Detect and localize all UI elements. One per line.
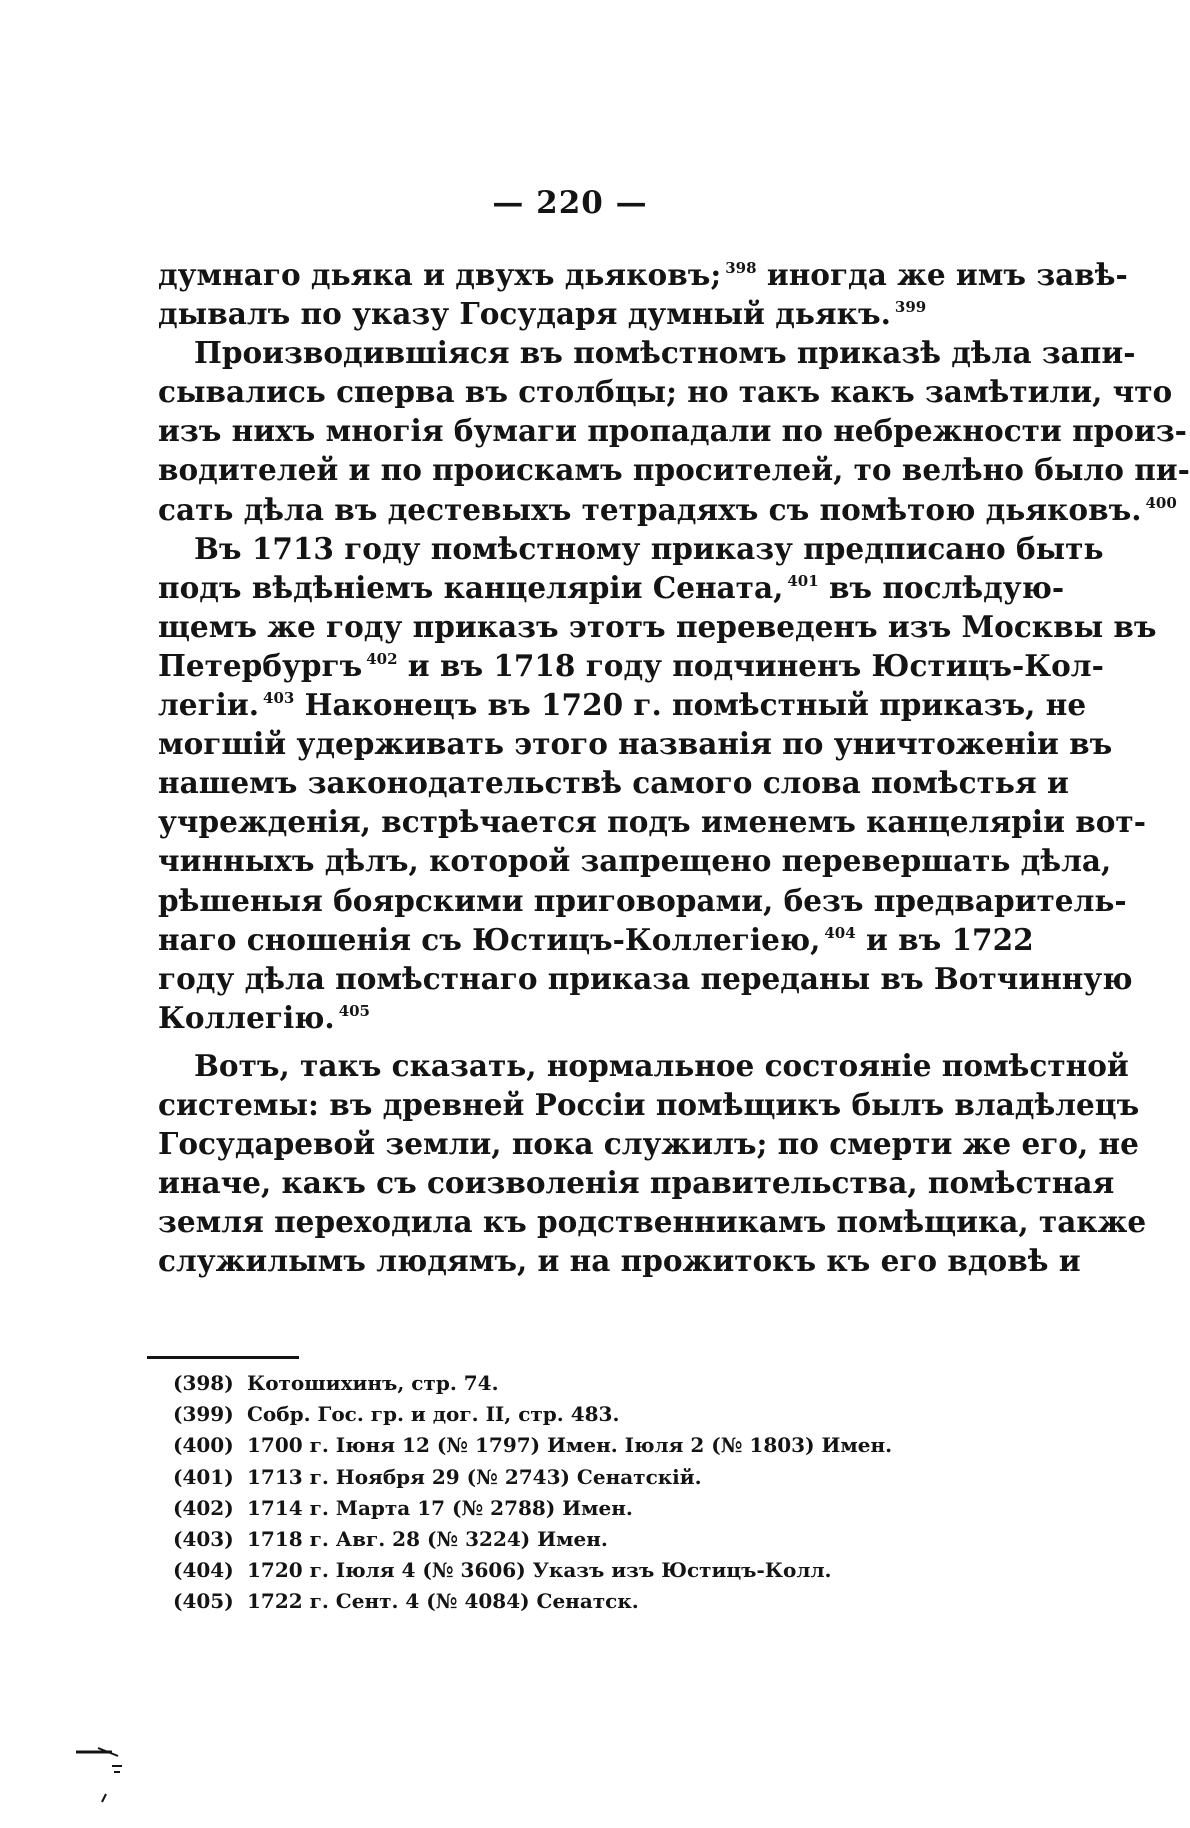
footnote-number: (402): [173, 1495, 234, 1520]
footnote: [173, 1462, 993, 1493]
text-line: служилымъ людямъ, и на прожитокъ къ его вдовѣ и: [158, 1243, 1081, 1279]
footnotes: [173, 1368, 993, 1618]
footnote-text: 1722 г. Сент. 4 (№ 4084) Сенатск.: [247, 1589, 639, 1614]
footnote: [173, 1524, 993, 1555]
page-number: — 220 —: [492, 185, 648, 221]
text-line: году дѣла помѣстнаго приказа переданы въ Вотчинную: [158, 960, 1133, 996]
ink-mark-icon: [72, 1740, 132, 1810]
footnote-divider: [147, 1356, 299, 1359]
footnote: [173, 1430, 993, 1461]
footnote-ref[interactable]: 402: [366, 649, 398, 668]
text-line: подъ вѣдѣніемъ канцеляріи Сената, $^{401}$ въ послѣдую-: [158, 569, 1065, 605]
footnote-text: Собр. Гос. гр. и дог. II, стр. 483.: [247, 1402, 620, 1427]
footnote-text: 1713 г. Ноября 29 (№ 2743) Сенатскій.: [247, 1464, 702, 1489]
text-line: могшій удерживать этого названія по уничтоженіи въ: [158, 726, 1113, 762]
footnote-text: 1718 г. Авг. 28 (№ 3224) Имен.: [247, 1527, 608, 1552]
footnote-number: (405): [173, 1589, 234, 1614]
footnote: [173, 1555, 993, 1586]
text-line: Въ 1713 году помѣстному приказу предписано быть: [194, 530, 1104, 566]
footnote-text: 1714 г. Марта 17 (№ 2788) Имен.: [247, 1495, 633, 1520]
footnote-ref[interactable]: 403: [263, 689, 295, 708]
footnote: [173, 1586, 993, 1617]
text-line: учрежденія, встрѣчается подъ именемъ канцеляріи вот-: [158, 804, 1146, 840]
footnote-number: (400): [173, 1433, 234, 1458]
text-line: рѣшеныя боярскими приговорами, безъ предваритель-: [158, 882, 1127, 918]
footnote: [173, 1493, 993, 1524]
text-line: Коллегію. $^{405}$: [158, 999, 370, 1035]
footnote-ref[interactable]: 400: [1145, 493, 1177, 512]
footnote-ref[interactable]: 404: [824, 923, 856, 942]
footnote-text: 1700 г. Іюня 12 (№ 1797) Имен. Іюля 2 (№ 1803) Имен.: [247, 1433, 893, 1458]
footnote: [173, 1399, 993, 1430]
text-line: сывались сперва въ столбцы; но такъ какъ замѣтили, что: [158, 374, 1173, 410]
footnote-ref[interactable]: 401: [787, 571, 819, 590]
text-line: Петербургъ $^{402}$ и въ 1718 году подчиненъ Юстицъ-Кол-: [158, 647, 1104, 683]
footnote-number: (403): [173, 1527, 234, 1552]
main-text: [158, 255, 1190, 1280]
text-line: легіи. $^{403}$ Наконецъ въ 1720 г. помѣстный приказъ, не: [158, 687, 1087, 723]
text-line: чинныхъ дѣлъ, которой запрещено перевершать дѣла,: [158, 843, 1112, 879]
footnote-text: 1720 г. Іюля 4 (№ 3606) Указъ изъ Юстицъ-Колл.: [247, 1558, 832, 1583]
text-line: сать дѣла въ дестевыхъ тетрадяхъ съ помѣтою дьяковъ. $^{400}$: [158, 491, 1177, 527]
footnote-number: (398): [173, 1371, 234, 1395]
text-line: нашемъ законодательствѣ самого слова помѣстья и: [158, 765, 1069, 801]
text-line: Государевой земли, пока служилъ; по смерти же его, не: [158, 1126, 1139, 1162]
text-line: водителей и по проискамъ просителей, то велѣно было пи-: [158, 452, 1190, 488]
text-line: Вотъ, такъ сказать, нормальное состояніе помѣстной: [194, 1047, 1129, 1083]
text-line: дывалъ по указу Государя думный дьякъ. $^{399}$: [158, 296, 927, 332]
text-line: системы: въ древней Россіи помѣщикъ былъ владѣлецъ: [158, 1086, 1140, 1122]
text-line: иначе, какъ съ соизволенія правительства, помѣстная: [158, 1165, 1115, 1201]
text-line: щемъ же году приказъ этотъ переведенъ изъ Москвы въ: [158, 608, 1157, 644]
footnote-ref[interactable]: 398: [725, 259, 757, 277]
text-line: изъ нихъ многія бумаги пропадали по небрежности произ-: [158, 413, 1187, 449]
text-line: Производившіяся въ помѣстномъ приказѣ дѣла запи-: [194, 335, 1136, 371]
footnote-number: (401): [173, 1464, 234, 1489]
footnote-number: (404): [173, 1558, 234, 1583]
footnote-text: Котошихинъ, стр. 74.: [247, 1371, 499, 1395]
text-line: наго сношенія съ Юстицъ-Коллегіею, $^{404}$ и въ 1722: [158, 921, 1034, 957]
footnote: [173, 1368, 993, 1399]
footnote-number: (399): [173, 1402, 234, 1427]
footnote-ref[interactable]: 399: [894, 298, 927, 317]
footnote-ref[interactable]: 405: [338, 1001, 370, 1020]
text-line: думнаго дьяка и двухъ дьяковъ; $^{398}$ иногда же имъ завѣ-: [158, 257, 1128, 292]
text-line: земля переходила къ родственникамъ помѣщика, также: [158, 1204, 1147, 1240]
